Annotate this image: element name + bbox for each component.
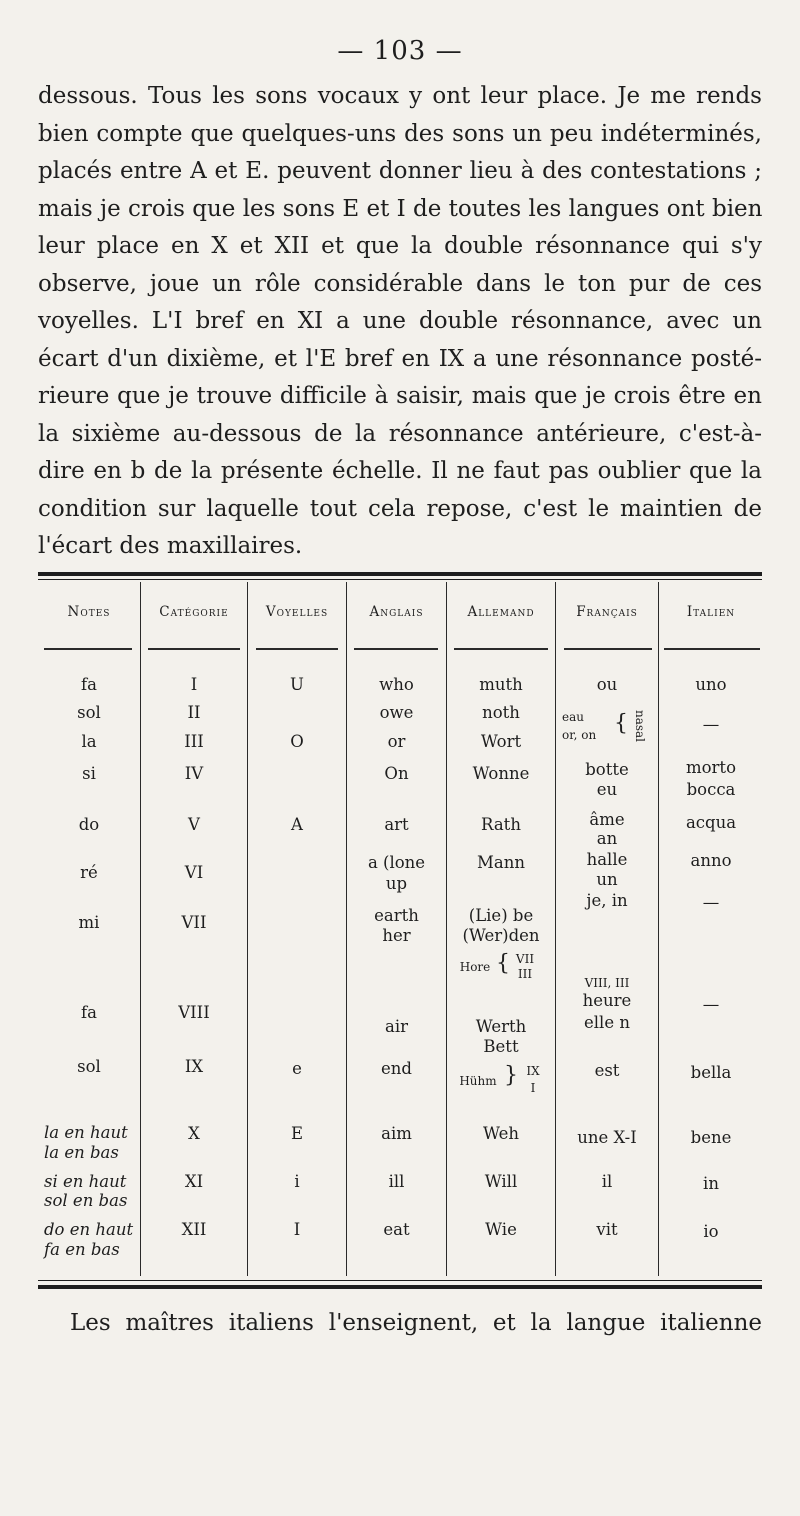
- german-cell: Hühm: [459, 1074, 497, 1088]
- english-cell: owe: [379, 703, 414, 722]
- header-separator: [664, 648, 760, 650]
- german-cell: (Wer)den: [462, 926, 540, 945]
- note-cell: la en bas: [44, 1143, 119, 1162]
- category-cell: VII: [181, 913, 207, 932]
- german-cell: IX: [526, 1064, 540, 1078]
- column-divider: [446, 582, 447, 1276]
- english-cell: her: [382, 926, 411, 945]
- header-allemand: Allemand: [467, 604, 535, 620]
- english-cell: a (lone: [367, 853, 426, 872]
- french-cell: âme: [589, 810, 625, 829]
- english-cell: On: [384, 764, 409, 783]
- paragraph-line: bien compte que quelques-uns des sons un peu indéterminés,: [38, 120, 762, 147]
- vowel-cell: I: [293, 1220, 301, 1239]
- french-cell: ou: [596, 675, 618, 694]
- italian-cell: in: [703, 1174, 719, 1193]
- german-cell: Will: [484, 1172, 518, 1191]
- italian-cell: bocca: [686, 780, 736, 799]
- english-cell: end: [381, 1059, 412, 1078]
- table-bottom-rule-thick: [38, 1285, 762, 1289]
- column-divider: [140, 582, 141, 1276]
- french-cell: an: [596, 829, 618, 848]
- vowel-cell: A: [291, 815, 303, 834]
- header-voyelles: Voyelles: [265, 604, 329, 620]
- french-cell: vit: [596, 1220, 618, 1239]
- column-divider: [346, 582, 347, 1276]
- french-cell: heure: [582, 991, 632, 1010]
- paragraph-line: observe, joue un rôle considérable dans le ton pur de ces: [38, 270, 762, 297]
- note-cell: do: [78, 815, 100, 834]
- category-cell: V: [188, 815, 200, 834]
- german-cell: VII: [515, 952, 535, 966]
- category-cell: XI: [184, 1172, 204, 1191]
- italian-cell: bene: [690, 1128, 732, 1147]
- vowel-cell: U: [290, 675, 304, 694]
- paragraph-line: placés entre A et E. peuvent donner lieu à des contestations ;: [38, 158, 762, 184]
- italian-cell: bella: [690, 1063, 732, 1082]
- page-number: — 103 —: [337, 36, 463, 66]
- category-cell: IX: [184, 1057, 204, 1076]
- french-cell: eu: [596, 780, 618, 799]
- paragraph-line: mais je crois que les sons E et I de toutes les langues ont bien: [38, 195, 763, 222]
- italian-cell: uno: [695, 675, 727, 694]
- french-cell: une X-I: [577, 1128, 637, 1147]
- note-cell: sol en bas: [44, 1191, 128, 1210]
- header-categorie: Catégorie: [159, 604, 229, 620]
- note-cell: fa en bas: [44, 1240, 120, 1259]
- continuation-line: Les maîtres italiens l'enseignent, et la langue italienne: [70, 1310, 762, 1336]
- german-cell: Hore: [459, 960, 491, 974]
- french-cell: or, on: [562, 728, 597, 742]
- english-cell: eat: [383, 1220, 410, 1239]
- column-divider: [555, 582, 556, 1276]
- english-cell: up: [385, 874, 408, 893]
- italian-cell: —: [702, 893, 720, 912]
- german-cell: Wie: [485, 1220, 517, 1239]
- german-cell: Mann: [477, 853, 525, 872]
- italian-cell: io: [703, 1222, 719, 1241]
- german-cell: Rath: [481, 815, 521, 834]
- category-cell: II: [187, 703, 201, 722]
- header-separator: [564, 648, 652, 650]
- french-cell: elle n: [584, 1013, 630, 1032]
- column-divider: [247, 582, 248, 1276]
- french-cell: je, in: [586, 891, 628, 910]
- table-bottom-rule: [38, 1280, 762, 1281]
- german-cell: Bett: [483, 1037, 519, 1056]
- italian-cell: anno: [690, 851, 732, 870]
- header-anglais: Anglais: [369, 604, 424, 620]
- french-cell: botte: [585, 760, 629, 779]
- header-separator: [354, 648, 438, 650]
- french-cell: est: [594, 1061, 620, 1080]
- brace-icon: {: [496, 951, 510, 976]
- vowel-cell: i: [294, 1172, 300, 1191]
- header-separator: [256, 648, 338, 650]
- header-francais: Français: [576, 604, 638, 620]
- german-cell: muth: [479, 675, 523, 694]
- category-cell: VIII: [178, 1003, 210, 1022]
- paragraph-line: leur place en X et XII et que la double résonnance qui s'y: [38, 233, 762, 259]
- category-cell: XII: [181, 1220, 207, 1239]
- header-notes: Notes: [67, 604, 111, 620]
- french-cell: halle: [586, 850, 628, 869]
- table-top-rule-thin: [38, 579, 762, 580]
- english-cell: aim: [381, 1124, 412, 1143]
- note-cell: sol: [77, 703, 101, 722]
- english-cell: art: [384, 815, 409, 834]
- italian-cell: acqua: [685, 813, 737, 832]
- header-separator: [44, 648, 132, 650]
- note-cell: la: [81, 732, 97, 751]
- paragraph-line: dire en b de la présente échelle. Il ne faut pas oublier que la: [38, 458, 762, 484]
- german-cell: Wonne: [472, 764, 530, 783]
- german-cell: Weh: [482, 1124, 519, 1143]
- french-cell: eau: [562, 710, 584, 724]
- column-divider: [658, 582, 659, 1276]
- paragraph-line: rieure que je trouve difficile à saisir, mais que je crois être en: [38, 383, 762, 409]
- vowel-cell: O: [290, 732, 304, 751]
- note-cell: do en haut: [44, 1220, 134, 1239]
- brace-icon: {: [614, 711, 628, 736]
- category-cell: X: [188, 1124, 200, 1143]
- german-cell: III: [517, 967, 533, 981]
- note-cell: sol: [77, 1057, 101, 1076]
- english-cell: earth: [374, 906, 419, 925]
- note-cell: ré: [80, 863, 98, 882]
- english-cell: who: [379, 675, 414, 694]
- english-cell: air: [384, 1017, 408, 1036]
- english-cell: ill: [388, 1172, 405, 1191]
- vowel-cell: E: [290, 1124, 304, 1143]
- category-cell: III: [184, 732, 204, 751]
- french-cell: un: [596, 870, 618, 889]
- body-paragraph: [38, 78, 762, 566]
- note-cell: fa: [81, 675, 97, 694]
- paragraph-line: condition sur laquelle tout cela repose, c'est le maintien de: [38, 495, 762, 522]
- table-top-rule: [38, 572, 762, 576]
- french-cell: VIII, III: [584, 976, 630, 990]
- paragraph-line: écart d'un dixième, et l'E bref en IX a une résonnance posté-: [38, 345, 762, 372]
- note-cell: fa: [81, 1003, 97, 1022]
- italian-cell: —: [702, 715, 720, 734]
- german-cell: (Lie) be: [468, 906, 534, 925]
- note-cell: mi: [78, 913, 100, 932]
- header-italien: Italien: [686, 604, 736, 620]
- paragraph-line: la sixième au-dessous de la résonnance antérieure, c'est-à-: [38, 420, 762, 447]
- paragraph-line: voyelles. L'I bref en XI a une double résonnance, avec un: [38, 308, 762, 334]
- note-cell: si: [82, 764, 96, 783]
- brace-icon: }: [504, 1063, 518, 1088]
- german-cell: I: [530, 1081, 536, 1095]
- note-cell: la en haut: [44, 1123, 128, 1142]
- header-separator: [454, 648, 548, 650]
- french-cell: il: [601, 1172, 613, 1191]
- paragraph-line: l'écart des maxillaires.: [38, 533, 303, 559]
- vowel-cell: e: [292, 1059, 302, 1078]
- german-cell: noth: [482, 703, 520, 722]
- header-separator: [148, 648, 240, 650]
- italian-cell: —: [702, 995, 720, 1014]
- french-cell: nasal: [633, 709, 647, 743]
- category-cell: IV: [184, 764, 204, 783]
- category-cell: I: [190, 675, 198, 694]
- category-cell: VI: [184, 863, 204, 882]
- english-cell: or: [387, 732, 406, 751]
- german-cell: Werth: [475, 1017, 527, 1036]
- paragraph-line: dessous. Tous les sons vocaux y ont leur place. Je me rends: [38, 83, 762, 109]
- german-cell: Wort: [480, 732, 522, 751]
- note-cell: si en haut: [44, 1172, 127, 1191]
- italian-cell: morto: [685, 758, 737, 777]
